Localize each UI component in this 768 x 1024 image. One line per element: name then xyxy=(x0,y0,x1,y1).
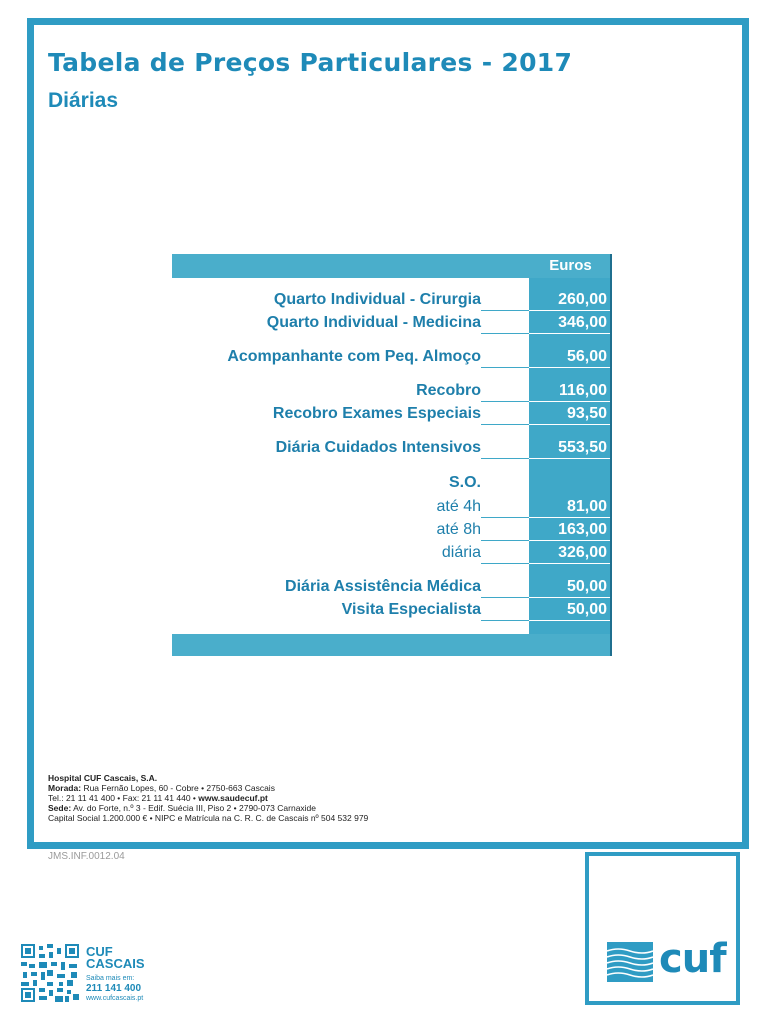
website-link[interactable]: www.saudecuf.pt xyxy=(198,793,268,803)
row-value: 326,00 xyxy=(529,542,610,564)
row-label: Visita Especialista xyxy=(341,601,481,618)
row-divider xyxy=(481,540,531,541)
row-divider xyxy=(481,367,531,368)
more-info-text: Saiba mais em: xyxy=(86,975,135,982)
row-divider xyxy=(481,401,531,402)
table-row xyxy=(172,403,610,425)
row-divider xyxy=(481,310,531,311)
capital-info: Capital Social 1.200.000 € • NIPC e Matrícula na C. R. C. de Cascais nº 504 532 979 xyxy=(48,813,369,823)
row-label: Quarto Individual - Medicina xyxy=(266,314,481,331)
row-value: 50,00 xyxy=(529,599,610,621)
hq-address: Av. do Forte, n.º 3 - Edif. Suécia III, Piso 2 • 2790-073 Carnaxide xyxy=(73,803,317,813)
row-label: Quarto Individual - Cirurgia xyxy=(273,291,481,308)
page-subtitle: Diárias xyxy=(48,89,119,112)
row-value: 116,00 xyxy=(529,380,610,402)
row-label: Recobro xyxy=(416,382,481,399)
address-label: Morada: xyxy=(48,783,82,793)
company-info xyxy=(48,773,368,823)
table-row xyxy=(172,346,610,368)
row-divider xyxy=(481,333,531,334)
row-label: S.O. xyxy=(448,474,481,491)
row-divider xyxy=(481,458,531,459)
cuf-logo-box xyxy=(585,852,740,1005)
table-right-border xyxy=(610,254,612,656)
row-value: 163,00 xyxy=(529,519,610,541)
row-label: até 4h xyxy=(436,498,481,515)
company-name: Hospital CUF Cascais, S.A. xyxy=(48,773,158,783)
table-row xyxy=(172,437,610,459)
column-header-euros: Euros xyxy=(549,257,592,274)
table-row xyxy=(172,380,610,402)
row-label: Recobro Exames Especiais xyxy=(272,405,481,422)
table-row xyxy=(172,289,610,311)
row-value: 56,00 xyxy=(529,346,610,368)
document-code: JMS.INF.0012.04 xyxy=(48,851,125,862)
page-title: Tabela de Preços Particulares - 2017 xyxy=(48,48,573,77)
table-row xyxy=(172,542,610,564)
row-divider xyxy=(481,517,531,518)
address: Rua Fernão Lopes, 60 - Cobre • 2750-663 Cascais xyxy=(83,783,275,793)
table-row xyxy=(172,312,610,334)
row-label: diária xyxy=(441,544,481,561)
brand-contact xyxy=(86,974,143,1003)
table-footer xyxy=(172,634,610,656)
row-label: Diária Assistência Médica xyxy=(285,578,481,595)
cuf-waves-icon xyxy=(607,942,653,982)
page-frame xyxy=(27,18,749,849)
table-row xyxy=(172,599,610,621)
row-divider xyxy=(481,620,531,621)
row-value: 93,50 xyxy=(529,403,610,425)
row-value: 260,00 xyxy=(529,289,610,311)
table-row xyxy=(172,472,610,494)
qr-code-icon xyxy=(21,944,79,1002)
row-label: até 8h xyxy=(436,521,481,538)
row-divider xyxy=(481,424,531,425)
table-header xyxy=(172,254,610,278)
row-value: 81,00 xyxy=(529,496,610,518)
row-value: 50,00 xyxy=(529,576,610,598)
hq-label: Sede: xyxy=(48,803,72,813)
row-label: Acompanhante com Peq. Almoço xyxy=(227,348,481,365)
brand-name-line1: CUF xyxy=(86,944,113,959)
table-row xyxy=(172,576,610,598)
table-row xyxy=(172,519,610,541)
brand-name xyxy=(86,946,145,970)
row-divider xyxy=(481,563,531,564)
cuf-logo-text: cuf xyxy=(659,936,726,982)
row-value: 553,50 xyxy=(529,437,610,459)
contacts: Tel.: 21 11 41 400 • Fax: 21 11 41 440 • xyxy=(48,793,196,803)
row-label: Diária Cuidados Intensivos xyxy=(275,439,481,456)
table-row xyxy=(172,496,610,518)
brand-phone: 211 141 400 xyxy=(86,983,142,994)
row-value: 346,00 xyxy=(529,312,610,334)
row-divider xyxy=(481,597,531,598)
brand-name-line2: CASCAIS xyxy=(86,956,145,971)
brand-site-link[interactable]: www.cufcascais.pt xyxy=(86,995,144,1002)
